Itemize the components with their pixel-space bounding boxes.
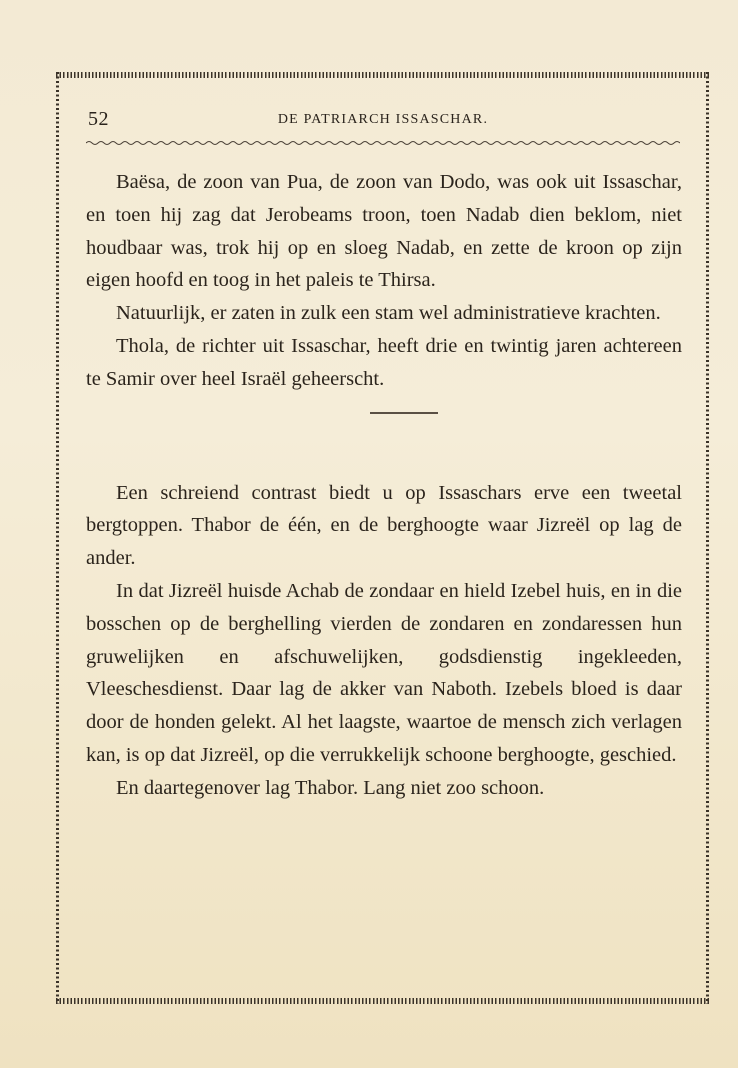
body-text <box>86 166 682 805</box>
page-header <box>88 108 678 134</box>
page-number: 52 <box>88 108 109 130</box>
paragraph: Thola, de richter uit Issaschar, heeft drie en twintig jaren achtereen te Samir over heel Israël geheerscht. <box>86 334 682 390</box>
paragraph: En daartegenover lag Thabor. Lang niet zoo schoon. <box>116 776 545 799</box>
running-head: DE PATRIARCH ISSASCHAR. <box>277 112 489 127</box>
page-frame <box>56 72 709 1004</box>
section-break <box>86 396 682 446</box>
section-divider <box>370 412 438 414</box>
border-bottom <box>56 998 709 1004</box>
border-top <box>56 72 709 78</box>
paragraph: Een schreiend contrast biedt u op Issaschars erve een tweetal bergtoppen. Thabor de één, en de berghoogte waar Jizreël op lag de ander. <box>86 481 682 570</box>
paragraph: In dat Jizreël huisde Achab de zondaar en hield Izebel huis, en in die bosschen op de berghelling vierden de zondaren en zondaressen hun gruwelijken en afschuwelijken, godsdienstig ingekleeden, Vleeschesdienst. Daar lag de akker van Naboth. Izebels bloed is daar door de honden gelekt. Al het laagste, waartoe de mensch zich verlagen kan, is op dat Jizreël, op die verrukkelijk schoone berghoogte, geschied. <box>86 579 682 766</box>
border-right <box>706 72 709 1004</box>
border-left <box>56 72 59 1004</box>
paragraph: Natuurlijk, er zaten in zulk een stam wel administratieve krachten. <box>116 302 661 325</box>
paragraph: Baësa, de zoon van Pua, de zoon van Dodo, was ook uit Issaschar, en toen hij zag dat Jerobeams troon, toen Nadab dien beklom, niet houdbaar was, trok hij op en sloeg Nadab, en zette de kroon op zijn eigen hoofd en toog in het paleis te Thirsa. <box>86 171 682 292</box>
wavy-rule <box>86 139 680 147</box>
